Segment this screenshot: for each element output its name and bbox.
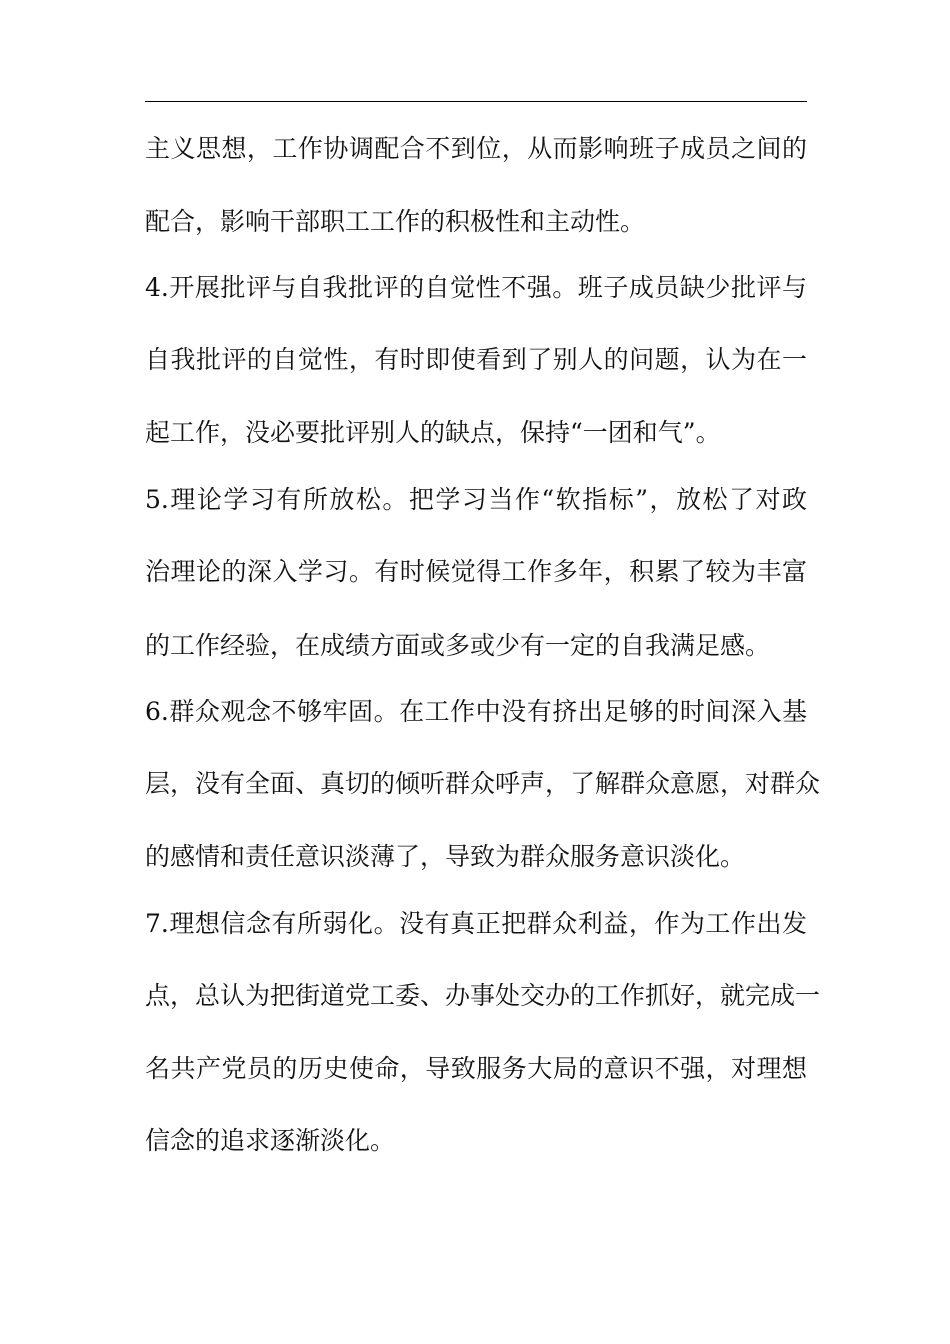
text-line-7: 治理论的深入学习。有时候觉得工作多年，积累了较为丰富: [145, 557, 807, 586]
header-rule: [145, 101, 807, 102]
text-line-3: 4.开展批评与自我批评的自觉性不强。班子成员缺少批评与: [145, 273, 807, 302]
text-line-15: 信念的追求逐渐淡化。: [145, 1126, 396, 1155]
text-line-6: 5.理论学习有所放松。把学习当作“软指标”，放松了对政: [145, 485, 807, 514]
text-line-9: 6.群众观念不够牢固。在工作中没有挤出足够的时间深入基: [145, 697, 807, 726]
text-line-5: 起工作，没必要批评别人的缺点，保持“一团和气”。: [145, 418, 721, 447]
text-line-1: 主义思想，工作协调配合不到位，从而影响班子成员之间的: [145, 134, 807, 163]
text-line-4: 自我批评的自觉性，有时即使看到了别人的问题，认为在一: [145, 345, 807, 374]
text-line-14: 名共产党员的历史使命，导致服务大局的意识不强，对理想: [145, 1054, 807, 1083]
text-line-13: 点，总认为把街道党工委、办事处交办的工作抓好，就完成一: [145, 981, 821, 1010]
text-line-12: 7.理想信念有所弱化。没有真正把群众利益，作为工作出发: [145, 909, 807, 938]
text-line-8: 的工作经验，在成绩方面或多或少有一定的自我满足感。: [145, 631, 771, 660]
text-line-11: 的感情和责任意识淡薄了，导致为群众服务意识淡化。: [145, 842, 746, 871]
text-line-2: 配合，影响干部职工工作的积极性和主动性。: [145, 207, 646, 236]
text-line-10: 层，没有全面、真切的倾听群众呼声，了解群众意愿，对群众: [145, 769, 821, 798]
